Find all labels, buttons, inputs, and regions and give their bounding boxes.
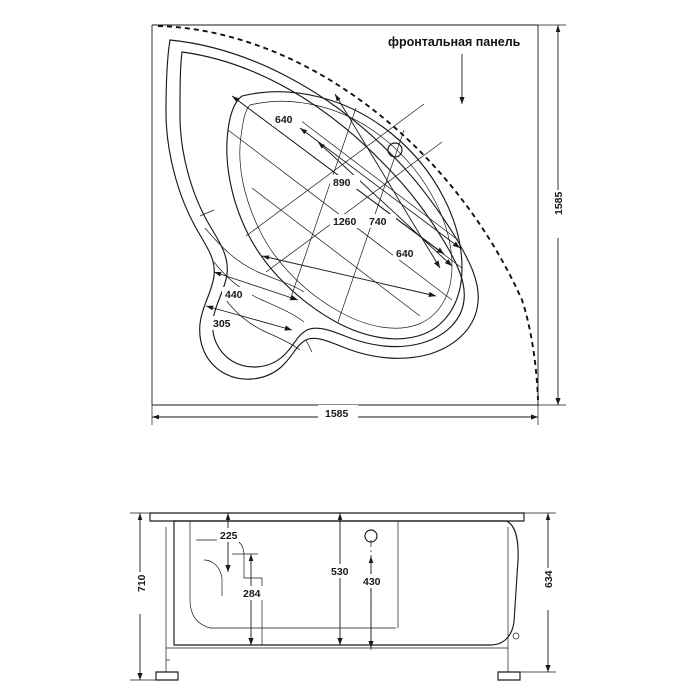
front-view-bowl-height-dimension [520,513,556,672]
top-view-width-dimension [152,405,538,425]
dim-label-water-depth: 530 [331,566,349,578]
front-panel-annotation [388,35,521,104]
front-view-overflow-dimension [360,556,388,648]
tub-seat-edge-1 [205,228,304,292]
front-panel-dashed-arc [158,26,538,400]
dim-label-seat-height: 225 [220,530,238,542]
dim-label-1260: 1260 [333,216,357,228]
leg-right-foot [498,672,520,680]
dim-label-890: 890 [333,177,351,189]
dim-label-bowl-height: 634 [543,570,555,588]
dim-line-740 [318,142,452,266]
dim-label-top-depth: 1585 [553,191,565,215]
front-view-seat-dimension [217,513,245,572]
dim-label-440: 440 [225,289,243,301]
dim-label-top-width: 1585 [325,408,349,420]
top-view-group [152,25,566,425]
dim-label-305: 305 [213,318,231,330]
dim-label-overflow-height: 430 [363,576,381,588]
dim-label-total-height: 710 [136,574,148,592]
top-view-depth-dimension [538,25,566,405]
dim-label-740: 740 [369,216,387,228]
front-view-step-dimension [232,554,268,645]
dim-label-640-lower: 640 [396,248,414,260]
front-view-group [128,513,556,680]
dim-label-step-height: 284 [243,588,261,600]
front-view-height-dimension [128,513,156,680]
leg-left-foot [156,672,178,680]
tub-top-rim-front [150,513,524,521]
front-view-water-depth-dimension [328,513,356,645]
tub-seat-profile-detail [204,560,222,596]
drain-hole-top-view [388,143,402,157]
drain-fitting-front [513,633,519,639]
tub-seat-tick-2 [306,340,312,352]
dim-label-640-upper: 640 [275,114,293,126]
front-panel-label: фронтальная панель [388,35,521,49]
